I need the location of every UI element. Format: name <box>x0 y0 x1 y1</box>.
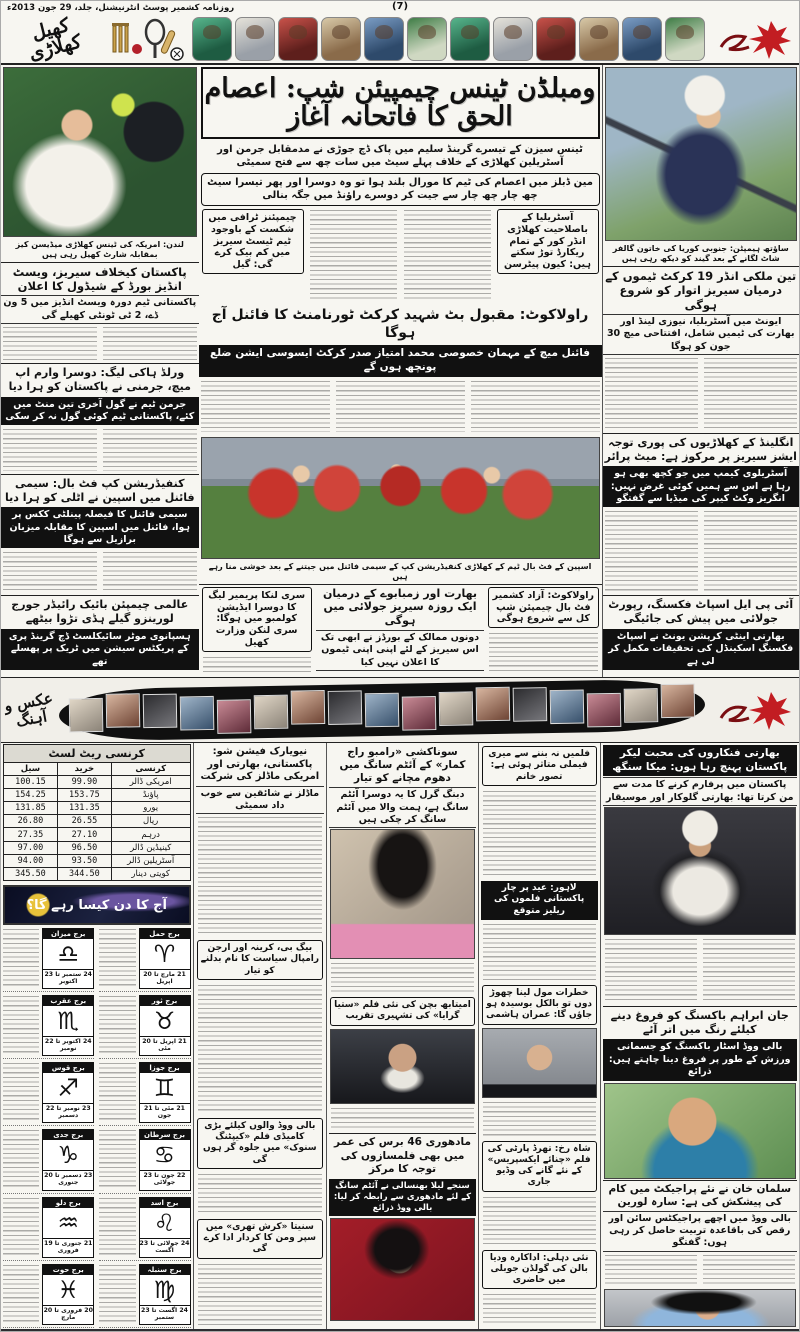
subheadline-bar: آسٹریلوی کیمپ میں جو کچھ بھی ہو رہا ہے اس سے ہمیں کوئی غرض نہیں: انگریز وکٹ کیپر کی میڈیا سے گفتگو <box>603 466 800 507</box>
currency-row: درہم 27.10 27.35 <box>3 828 190 842</box>
celebrity-photo <box>624 688 659 723</box>
headline: مادھوری 46 برس کی عمر میں بھی فلمسازوں کی توجہ کا مرکز <box>329 1133 476 1177</box>
currency-row: کویتی دینار 344.50 345.50 <box>3 868 190 881</box>
boxed-headline: خطرات مول لینا چھوڑ دوں تو بالکل بوسیدہ ہو جاؤں گا: عمران ہاشمی <box>482 985 597 1025</box>
photo-spain-football-team <box>201 437 600 559</box>
boxed-headline: نئی دہلی: اداکارہ ودیا بالن کی گولڈن جوبلی میں حاضری <box>482 1250 597 1290</box>
celebrity-filmstrip <box>59 678 706 741</box>
body-text <box>483 1294 596 1325</box>
body-text <box>605 939 796 1003</box>
subheadline: پاکستان میں پرفارم کرنے کا مدت سے من کرتا تھا: بھارتی گلوکار اور موسیقار <box>603 777 798 806</box>
col-header-sell: سیل <box>3 763 57 776</box>
currency-row: امریکی ڈالر 99.90 100.15 <box>3 776 190 789</box>
entertainment-column-b <box>478 743 600 1329</box>
newspaper-logo-leaf-icon <box>709 687 795 733</box>
horoscope-text <box>3 996 39 1055</box>
body-text <box>198 1174 323 1214</box>
player-photo <box>278 17 318 61</box>
headline-bar: بھارتی فنکاروں کی محبت لیکر پاکستان پہنچ رہا ہوں: میکا سنگھ <box>603 745 798 776</box>
headline: جان ابراہم باکسنگ کو فروغ دینے کیلئے رنگ میں اتر آئے <box>603 1006 798 1039</box>
zodiac-taurus-icon: برج ثور ♉ 21 اپریل تا 20 مئی <box>139 995 191 1056</box>
boxed-headline: راولاکوٹ: آزاد کشمیر فٹ بال چیمپئن شپ کل سے شروع ہوگی <box>488 587 598 629</box>
bottom-articles-row <box>199 585 602 677</box>
horoscope-text <box>99 1063 135 1122</box>
entertainment-column-d <box>193 743 327 1329</box>
celebrity-photo <box>328 690 363 725</box>
zodiac-entry <box>99 1264 190 1328</box>
currency-table-title: کرنسی ریٹ لسٹ <box>3 745 190 763</box>
horoscope-text <box>3 1198 39 1257</box>
masthead-strip <box>1 15 799 65</box>
article <box>316 585 484 677</box>
subheadline: دبنگ گرل کا یہ دوسرا آئٹم سانگ ہے، ہمت والا میں آئٹم سانگ کر چکی ہیں <box>329 787 476 828</box>
headline: عالمی چیمپئن بائیک رائیڈر جورج لورینزو گیلے ہڈی تڑوا بیٹھے <box>1 595 199 628</box>
entertainment-column-a <box>600 743 800 1329</box>
player-photo <box>235 17 275 61</box>
headline: نیویارک فیشن شو: پاکستانی، بھارتی اور امریکی ماڈلز کی شرکت <box>200 746 320 782</box>
subheadline-bar: سیمی فائنل کا فیصلہ پینلٹی ککس پر ہوا، فائنل میں اسپین کا مقابلہ میزبان برازیل سے ہوگا <box>1 507 199 548</box>
currency-row: کینیڈین ڈالر 96.50 97.00 <box>3 842 190 855</box>
photo-amitabh-bachchan <box>330 1029 475 1104</box>
zodiac-sagittarius-icon: برج قوس ♐ 23 نومبر تا 22 دسمبر <box>42 1062 94 1123</box>
subheadline: دونوں ممالک کے بورڈز نے ابھی تک اس سیریز کے لئے اپنی اپنی ٹیموں کا اعلان نہیں کیا <box>316 630 484 671</box>
zodiac-pisces-icon: برج حوت ♓ 20 فروری تا 20 مارچ <box>42 1264 94 1325</box>
celebrity-photo <box>476 687 511 722</box>
boxed-headline: بالی ووڈ والوں کیلئے بڑی کامیڈی فلم «کیپٹنگ سنوک» میں جلوہ گر ہوں گی <box>197 1118 324 1169</box>
horoscope-text <box>99 929 135 988</box>
photo-sonakshi-sinha <box>330 829 475 958</box>
boxed-headline: چیمپئنز ٹرافی میں شکست کے باوجود ٹیم ٹیسٹ سیریز میں کم بیک کرے گی: گیل <box>202 209 304 274</box>
horoscope-text <box>3 1130 39 1189</box>
body-text <box>198 817 323 935</box>
sports-column-center <box>199 65 602 677</box>
body-text <box>404 210 491 303</box>
three-column-block <box>199 207 602 306</box>
headline: آئی پی ایل اسپاٹ فکسنگ، رپورٹ جولائی میں پیش کی جائیگی <box>603 595 800 628</box>
zodiac-entry <box>3 1062 94 1126</box>
body-text <box>310 210 397 303</box>
subheadline: ایونٹ میں آسٹریلیا، نیوزی لینڈ اور بھارت کی ٹیمیں شامل، افتتاحی میچ 30 جون کو ہوگا <box>603 314 800 355</box>
entertainment-section-logo: عکس و آہنگ <box>2 688 55 730</box>
zodiac-entry <box>99 928 190 992</box>
horoscope-text <box>3 1265 39 1324</box>
celebrity-photo <box>180 696 215 731</box>
zodiac-gemini-icon: برج جوزا ♊ 21 مئی تا 21 جون <box>139 1062 191 1123</box>
currency-row: ریال 26.55 26.80 <box>3 815 190 828</box>
subheadline-bar: بھارتی اینٹی کرپشن یونٹ نے اسپاٹ فکسنگ اسکینڈل کی تحقیقات مکمل کر لی ہے <box>603 629 800 670</box>
sports-section <box>1 65 799 677</box>
entertainment-column-e <box>1 743 193 1329</box>
boxed-headline: آسٹریلیا کے باصلاحیت کھلاڑی انڈر کور کے تمام ریکارڈ توڑ سکتے ہیں: کیون پیٹرسن <box>497 209 599 274</box>
celebrity-photo <box>402 696 437 731</box>
celebrity-photo <box>550 689 585 724</box>
currency-rate-table <box>3 744 191 881</box>
subheadline: پاکستانی ٹیم دورہ ویسٹ انڈیز میں 5 ون ڈے، 2 ٹی ٹونٹی کھیلے گی <box>1 295 199 324</box>
boxed-headline: سری لنکا پریمیر لیگ کا دوسرا ایڈیشن کولمبو میں ہوگا: سری لنکن وزارت کھیل <box>202 587 312 652</box>
body-text <box>489 633 597 674</box>
player-photo <box>407 17 447 61</box>
zodiac-scorpio-icon: برج عقرب ♏ 24 اکتوبر تا 22 نومبر <box>42 995 94 1056</box>
headline: کنفیڈریشن کپ فٹ بال: سیمی فائنل میں اسپین نے اٹلی کو ہرا دیا <box>1 474 199 507</box>
entertainment-divider <box>1 677 799 743</box>
horoscope-text <box>3 1063 39 1122</box>
body-text <box>605 511 798 592</box>
lead-paragraph-boxed: مین ڈبلز میں اعصام کی ٹیم کا مورال بلند ہوا تو وہ دوسرا اور پھر تیسرا سیٹ چھ چار چھ چار سے جیت کر دوسرے راؤنڈ میں جگہ بنالی <box>201 173 600 206</box>
boxed-headline: فلمیں نہ بننے سے میری فیملی متاثر ہوئی ہے: تصور خانم <box>482 746 597 786</box>
subheadline: بالی ووڈ میں اچھے پراجیکٹس سائن اور رقص کی باقاعدہ تربیت حاصل کر رہی ہوں: گفتگو <box>603 1211 798 1252</box>
zodiac-entry <box>99 995 190 1059</box>
boxed-headline: شاہ رخ: تھرڈ پارٹی کی فلم «چنائے ایکسپریس» کے نئے گانے کی وڈیو جاری <box>482 1141 597 1192</box>
celebrity-photo <box>106 693 141 728</box>
celebrity-photo <box>439 691 474 726</box>
zodiac-leo-icon: برج اسد ♌ 24 جولائی تا 23 اگست <box>139 1197 191 1258</box>
headline: بھارت اور زمبابوے کے درمیان ایک روزہ سیریز جولائی میں ہوگی <box>322 586 478 628</box>
subheadline-bar: جرمن ٹیم نے گول آخری تین منٹ میں کئے، پاکستانی ٹیم کوئی گول نہ کر سکی <box>1 397 199 426</box>
player-photo <box>622 17 662 61</box>
subheadline-bar: بالی ووڈ اسٹار باکسنگ کو جسمانی ورزش کے طور پر فروغ دینا چاہتے ہیں: ذرائع <box>603 1039 798 1080</box>
subheadline-bar: ہسپانوی موٹر سائیکلسٹ ڈچ گرینڈ پری کے پریکٹس سیشن میں ٹریک پر پھسلے تھے <box>1 629 199 670</box>
celebrity-photo <box>291 690 326 725</box>
celebrity-photo <box>661 684 696 719</box>
zodiac-entry <box>3 995 94 1059</box>
photo-john-abraham <box>604 1083 797 1179</box>
body-text <box>203 657 311 674</box>
player-photo <box>321 17 361 61</box>
body-text <box>201 381 600 432</box>
body-text <box>605 1255 796 1285</box>
photo-emraan-hashmi <box>482 1028 597 1098</box>
player-photo <box>364 17 404 61</box>
date-line: روزنامہ کشمیر پوسٹ انٹرنیشنل، جلد، 29 جون 2013ء <box>7 3 235 13</box>
zodiac-entry <box>3 1129 94 1193</box>
subheadline: ماڈلز نے شائقین سے خوب داد سمیٹی <box>196 786 325 815</box>
boxed-headline: امیتابھ بچن کی نئی فلم «ستیا گرایا» کی تشہیری تقریب <box>330 997 475 1026</box>
horoscope-grid <box>3 928 191 1328</box>
player-photo <box>579 17 619 61</box>
article <box>201 585 313 677</box>
headline: انگلینڈ کے کھلاڑیوں کی پوری توجہ ایشز سیریز پر مرکوز ہے: میٹ پرائر <box>603 433 800 466</box>
currency-row: پاؤنڈ 153.75 154.25 <box>3 789 190 802</box>
body-text <box>331 1108 474 1131</box>
body-text <box>483 791 596 877</box>
photo-caption: لندن: امریکہ کی ٹینس کھلاڑی میڈیسن کیز بمقابلہ شارٹ کھیل رہی ہیں <box>1 239 199 263</box>
lead-paragraph: ٹینس سیزن کے تیسرے گرینڈ سلیم میں پاک ڈچ جوڑی نے مدمقابل جرمن اور آسٹریلین کھلاڑی کے خلاف پہلے سیٹ میں سات چھ سے فتح سمیٹی <box>217 143 583 169</box>
body-text <box>331 963 474 993</box>
photo-madhuri-dixit <box>330 1218 475 1321</box>
zodiac-entry <box>3 928 94 992</box>
photo-tennis-player <box>3 67 197 237</box>
headline: سوناکشی «رامبو راج کمار» کے آئٹم سانگ میں دھوم مچانے کو تیار <box>339 746 466 785</box>
zodiac-entry <box>99 1129 190 1193</box>
celebrity-photo <box>143 694 178 729</box>
headline-bar: لاہور: عید پر چار پاکستانی فلموں کی ریلیز متوقع <box>481 881 598 920</box>
body-text <box>483 1197 596 1245</box>
player-photo <box>192 17 232 61</box>
photo-mika-singh <box>604 807 797 935</box>
col-header-currency: کرنسی <box>111 763 190 776</box>
entertainment-section <box>1 743 799 1329</box>
headline: سلمان خان نے نئے پراجیکٹ میں کام کی پیشکش کی ہے: سارہ لورین <box>603 1180 798 1211</box>
celebrity-photo <box>365 693 400 728</box>
entertainment-column-c <box>326 743 478 1329</box>
boxed-headline: بیگ بی، کرینہ اور ارجن رامپال سیاست کا نام بدلنے کو تیار <box>197 940 324 980</box>
col-header-buy: خرید <box>57 763 111 776</box>
zodiac-virgo-icon: برج سنبلہ ♍ 24 اگست تا 23 ستمبر <box>139 1264 191 1325</box>
headline: راولاکوٹ: مقبول بٹ شہید کرکٹ ٹورنامنٹ کا فائنل آج ہوگا <box>211 307 589 341</box>
body-text <box>3 429 197 471</box>
body-text <box>3 327 197 360</box>
body-text <box>483 924 596 980</box>
horoscope-text <box>99 1130 135 1189</box>
boxed-headline: سنیتا «کرش تھری» میں سپر ومن کا کردار ادا کرے گی <box>197 1219 324 1259</box>
currency-row: یورو 131.35 131.85 <box>3 802 190 815</box>
body-text <box>605 358 798 430</box>
page-number: (7) <box>391 1 409 12</box>
sports-column-right <box>602 65 800 677</box>
zodiac-entry <box>99 1197 190 1261</box>
article <box>487 585 599 677</box>
headline: ورلڈ ہاکی لیگ: دوسرا وارم اپ میچ، جرمنی نے پاکستان کو ہرا دیا <box>1 363 199 396</box>
body-text <box>198 1264 323 1325</box>
photo-caption: ساؤتھ ہیمپٹن: جنوبی کوریا کی خاتون گالفر شاٹ لگانے کے بعد گیند کو دیکھ رہی ہیں <box>603 243 800 267</box>
zodiac-libra-icon: برج میزان ♎ 24 ستمبر تا 23 اکتوبر <box>42 928 94 989</box>
photo-sara-loren <box>604 1289 797 1327</box>
player-photo <box>450 17 490 61</box>
players-photo-strip <box>189 16 705 62</box>
horoscope-text <box>99 996 135 1055</box>
headline: تین ملکی انڈر 19 کرکٹ ٹیموں کے درمیان سیریز اتوار کو شروع ہوگی <box>605 268 797 312</box>
body-text <box>198 985 323 1113</box>
player-photo <box>493 17 533 61</box>
photo-golfer <box>605 67 798 241</box>
sports-column-left <box>1 65 199 677</box>
main-headline: ومبلڈن ٹینس چیمپیئن شپ: اعصام الحق کا فاتحانہ آغاز <box>201 67 600 139</box>
player-photo <box>665 17 705 61</box>
currency-row: آسٹریلین ڈالر 93.50 94.00 <box>3 855 190 868</box>
horoscope-text <box>99 1198 135 1257</box>
zodiac-capricorn-icon: برج جدی ♑ 23 دسمبر تا 20 جنوری <box>42 1129 94 1190</box>
zodiac-aquarius-icon: برج دلو ♒ 21 جنوری تا 19 فروری <box>42 1197 94 1258</box>
zodiac-entry <box>3 1264 94 1328</box>
player-photo <box>536 17 576 61</box>
photo-caption: اسپین کے فٹ بال ٹیم کے کھلاڑی کنفیڈریشن کپ کے سیمی فائنل میں جیتنے کے بعد خوشی منا رہے ہیں <box>199 561 602 585</box>
celebrity-photo <box>513 687 548 722</box>
celebrity-photo <box>69 698 104 733</box>
zodiac-entry <box>3 1197 94 1261</box>
horoscope-text <box>3 929 39 988</box>
zodiac-entry <box>99 1062 190 1126</box>
zodiac-cancer-icon: برج سرطان ♋ 22 جون تا 23 جولائی <box>139 1129 191 1190</box>
body-text <box>3 552 197 592</box>
body-text <box>483 1102 596 1136</box>
horoscope-banner: آج کا دن کیسا رہے گا؟ <box>3 885 191 925</box>
subheadline-bar: سنجے لیلا بھنسالی نے آئٹم سانگ کے لئے مادھوری سے رابطہ کر لیا: بالی ووڈ ذرائع <box>329 1179 476 1216</box>
celebrity-photo <box>254 695 289 730</box>
sports-section-logo: کھیل کھلاڑی <box>26 14 84 65</box>
subheadline-bar: فائنل میچ کے مہمان خصوصی محمد امتیاز صدر کرکٹ ایسوسی ایشن ضلع پونچھ ہوں گے <box>199 345 602 376</box>
celebrity-photo <box>587 693 622 728</box>
celebrity-photo <box>217 699 252 734</box>
horoscope-text <box>99 1265 135 1324</box>
top-bar <box>1 1 799 15</box>
sports-icons <box>105 16 185 62</box>
newspaper-logo-leaf-icon <box>709 16 795 62</box>
zodiac-aries-icon: برج حمل ♈ 21 مارچ تا 20 اپریل <box>139 928 191 989</box>
headline: پاکستان کیخلاف سیریز، ویسٹ انڈیز بورڈ کے شیڈول کا اعلان <box>12 264 187 294</box>
